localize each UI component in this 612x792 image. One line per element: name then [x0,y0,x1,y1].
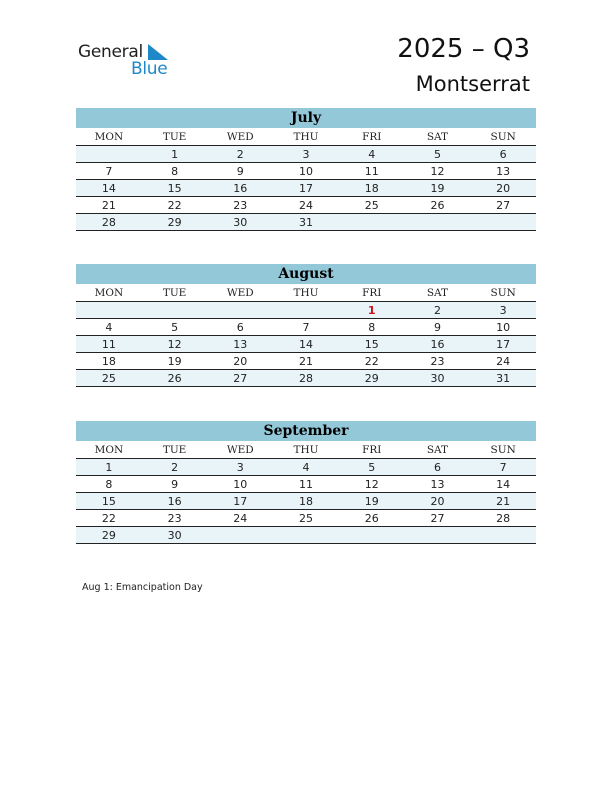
page-title-period: 2025 – Q3 [397,34,530,64]
day-cell: 5 [433,148,441,161]
day-cell: 23 [167,512,182,525]
day-cell: 12 [167,338,182,351]
weekday-label: THU [293,131,319,143]
weekday-header-row [76,441,536,459]
week-row [76,493,536,510]
weekday-label: SAT [426,131,449,143]
day-cell: 8 [105,478,113,491]
day-cell: 9 [433,321,441,334]
week-row [76,370,536,387]
empty-day-cell [76,302,142,318]
week-row [76,353,536,370]
empty-day-cell [339,527,405,543]
holiday-notes [82,582,203,593]
weekday-label: SUN [490,287,516,299]
day-cell: 14 [101,182,116,195]
day-cell: 29 [167,216,182,229]
week-row [76,146,536,163]
weekday-label: TUE [162,287,187,299]
day-cell: 19 [364,495,379,508]
day-cell: 23 [430,355,445,368]
day-cell: 4 [368,148,376,161]
day-cell: 3 [499,304,507,317]
logo-triangle-icon [146,44,168,60]
day-cell: 6 [236,321,244,334]
week-row [76,319,536,336]
empty-day-cell [470,527,536,543]
week-row [76,302,536,319]
week-row [76,510,536,527]
day-cell: 9 [236,165,244,178]
day-cell: 25 [364,199,379,212]
day-cell: 15 [101,495,116,508]
day-cell: 24 [496,355,511,368]
day-cell: 31 [496,372,511,385]
day-cell: 21 [299,355,314,368]
day-cell: 7 [105,165,113,178]
day-cell: 16 [430,338,445,351]
day-cell: 10 [496,321,511,334]
empty-day-cell [339,214,405,230]
day-cell: 1 [105,461,113,474]
day-cell: 28 [299,372,314,385]
day-cell: 8 [171,165,179,178]
empty-day-cell [76,146,142,162]
day-cell: 13 [233,338,248,351]
day-cell: 14 [299,338,314,351]
weekday-label: WED [226,444,254,456]
month-title: September [76,421,536,441]
weekday-label: TUE [162,131,187,143]
weekday-label: SUN [490,444,516,456]
day-cell: 4 [105,321,113,334]
day-cell: 20 [430,495,445,508]
day-cell: 29 [101,529,116,542]
day-cell: 19 [430,182,445,195]
day-cell: 25 [299,512,314,525]
day-cell: 15 [364,338,379,351]
day-cell: 26 [430,199,445,212]
weekday-header-row [76,284,536,302]
day-cell: 18 [299,495,314,508]
day-cell: 12 [364,478,379,491]
day-cell: 10 [233,478,248,491]
empty-day-cell [207,302,273,318]
day-cell: 5 [368,461,376,474]
weekday-label: FRI [362,444,382,456]
day-cell: 11 [299,478,314,491]
day-cell: 19 [167,355,182,368]
day-cell: 20 [233,355,248,368]
week-row [76,197,536,214]
month-calendar-august [76,264,536,387]
day-cell: 18 [101,355,116,368]
weekday-label: SAT [426,287,449,299]
day-cell: 24 [233,512,248,525]
day-cell: 1 [367,304,376,317]
day-cell: 27 [496,199,511,212]
day-cell: 22 [101,512,116,525]
day-cell: 20 [496,182,511,195]
day-cell: 21 [496,495,511,508]
day-cell: 22 [364,355,379,368]
day-cell: 1 [171,148,179,161]
day-cell: 14 [496,478,511,491]
day-cell: 16 [167,495,182,508]
weekday-label: SUN [490,131,516,143]
weekday-label: THU [293,287,319,299]
day-cell: 28 [101,216,116,229]
day-cell: 4 [302,461,310,474]
page-title-country: Montserrat [415,72,530,96]
day-cell: 28 [496,512,511,525]
day-cell: 8 [368,321,376,334]
day-cell: 22 [167,199,182,212]
day-cell: 27 [430,512,445,525]
week-row [76,336,536,353]
day-cell: 23 [233,199,248,212]
day-cell: 5 [171,321,179,334]
logo-text-general: General [78,42,143,62]
weekday-header-row [76,128,536,146]
month-title: July [76,108,536,128]
empty-day-cell [273,527,339,543]
weekday-label: SAT [426,444,449,456]
week-row [76,527,536,544]
day-cell: 18 [364,182,379,195]
holiday-note: Aug 1: Emancipation Day [82,582,203,593]
day-cell: 15 [167,182,182,195]
weekday-label: FRI [362,131,382,143]
day-cell: 30 [430,372,445,385]
day-cell: 30 [233,216,248,229]
day-cell: 29 [364,372,379,385]
month-title: August [76,264,536,284]
day-cell: 25 [101,372,116,385]
logo [78,40,178,80]
weekday-label: MON [94,287,124,299]
day-cell: 26 [167,372,182,385]
logo-text-blue: Blue [131,59,168,79]
day-cell: 24 [299,199,314,212]
empty-day-cell [142,302,208,318]
day-cell: 6 [433,461,441,474]
empty-day-cell [207,527,273,543]
day-cell: 12 [430,165,445,178]
day-cell: 9 [171,478,179,491]
day-cell: 7 [499,461,507,474]
weekday-label: MON [94,131,124,143]
weekday-label: WED [226,287,254,299]
day-cell: 2 [171,461,179,474]
day-cell: 30 [167,529,182,542]
day-cell: 26 [364,512,379,525]
day-cell: 2 [433,304,441,317]
week-row [76,476,536,493]
day-cell: 11 [364,165,379,178]
empty-day-cell [405,527,471,543]
weekday-label: THU [293,444,319,456]
day-cell: 17 [496,338,511,351]
day-cell: 21 [101,199,116,212]
day-cell: 13 [496,165,511,178]
week-row [76,459,536,476]
weekday-label: MON [94,444,124,456]
empty-day-cell [273,302,339,318]
empty-day-cell [470,214,536,230]
weekday-label: FRI [362,287,382,299]
day-cell: 3 [236,461,244,474]
day-cell: 27 [233,372,248,385]
week-row [76,163,536,180]
weekday-label: WED [226,131,254,143]
weekday-label: TUE [162,444,187,456]
day-cell: 6 [499,148,507,161]
day-cell: 11 [101,338,116,351]
month-calendar-september [76,421,536,544]
day-cell: 10 [299,165,314,178]
day-cell: 31 [299,216,314,229]
empty-day-cell [405,214,471,230]
day-cell: 17 [233,495,248,508]
day-cell: 7 [302,321,310,334]
month-calendar-july [76,108,536,231]
day-cell: 16 [233,182,248,195]
week-row [76,180,536,197]
day-cell: 2 [236,148,244,161]
day-cell: 3 [302,148,310,161]
day-cell: 17 [299,182,314,195]
week-row [76,214,536,231]
day-cell: 13 [430,478,445,491]
